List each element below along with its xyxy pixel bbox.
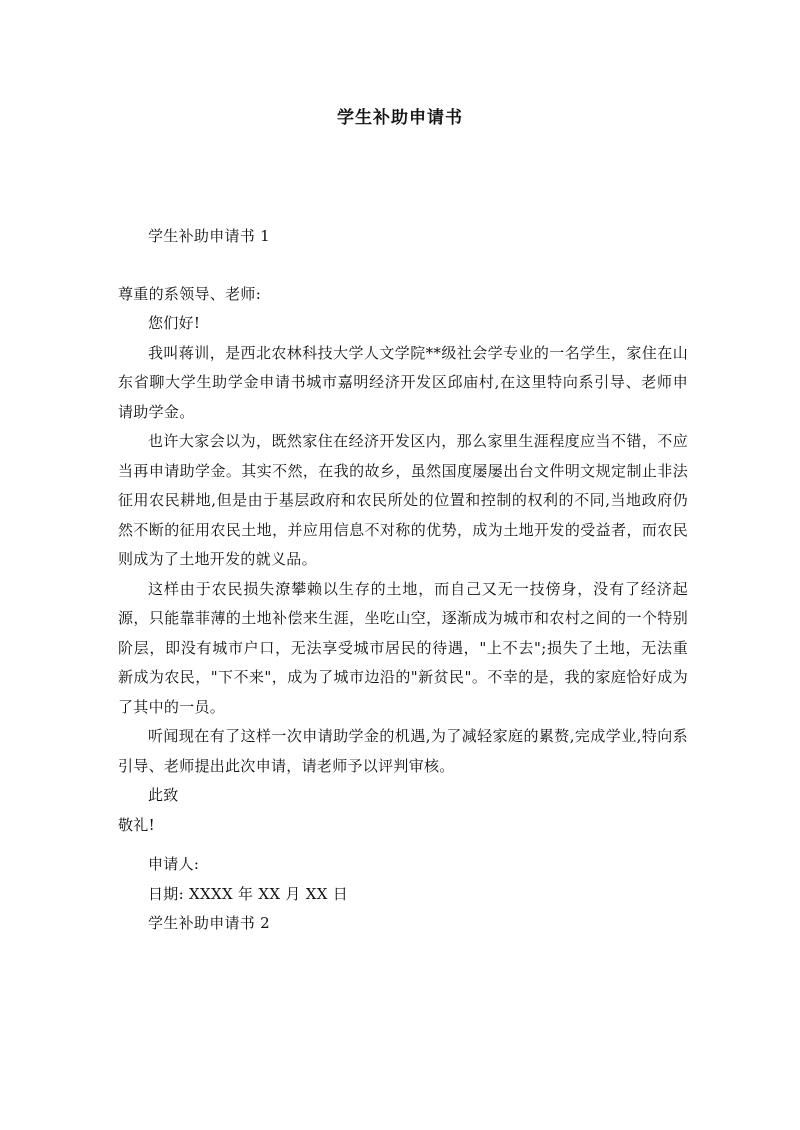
body-paragraph: 听闻现在有了这样一次申请助学金的机遇,为了减轻家庭的累赘,完成学业,特向系引导、老师提出此次申请，请老师予以评判审核。: [118, 727, 688, 775]
body-paragraph: 也许大家会以为，既然家住在经济开发区内，那么家里生涯程度应当不错，不应当再申请助学金。其实不然，在我的故乡，虽然国度屡屡出台文件明文规定制止非法征用农民耕地,但是由于基层政府和农民所处的位置和控制的权利的不同,当地政府仍然不断的征用农民土地，并应用信息不对称的优势，成为土地开发的受益者，而农民则成为了土地开发的就义品。: [118, 432, 688, 568]
greeting: 您们好!: [148, 314, 201, 332]
document-body: [118, 222, 688, 939]
closing-salute: 敬礼!: [118, 815, 155, 834]
section-heading-2: 学生补助申请书 2: [148, 914, 271, 932]
body-paragraph: 这样由于农民损失潦攀赖以生存的土地，而自己又无一技傍身，没有了经济起源，只能靠菲薄的土地补偿来生涯，坐吃山空，逐渐成为城市和农村之间的一个特别阶层，即没有城市户口，无法享受城市居民的待遇，"上不去";损失了土地，无法重新成为农民，"下不来"，成为了城市边沿的"新贫民"。不幸的是，我的家庭恰好成为了其中的一员。: [118, 579, 688, 716]
date-line: 日期: XXXX 年 XX 月 XX 日: [148, 884, 349, 903]
applicant-label: 申请人:: [148, 855, 200, 873]
body-paragraph: 我叫蒋训，是西北农林科技大学人文学院**级社会学专业的一名学生，家住在山东省聊大学生助学金申请书城市嘉明经济开发区邱庙村,在这里特向系引导、老师申请助学金。: [118, 343, 688, 421]
closing-line: 此致: [148, 786, 179, 804]
section-heading-1: 学生补助申请书 1: [148, 227, 271, 245]
salutation: 尊重的系领导、老师:: [118, 284, 262, 303]
page-title: 学生补助申请书: [337, 108, 463, 128]
